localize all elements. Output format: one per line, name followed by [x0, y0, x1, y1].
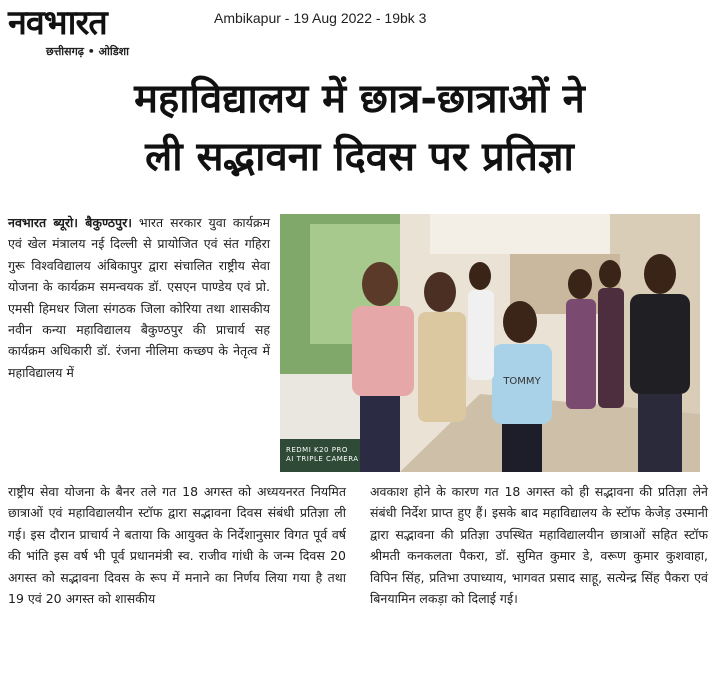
- article-column-left: [8, 212, 270, 383]
- camera-watermark: [286, 446, 359, 464]
- dateline: Ambikapur - 19 Aug 2022 - 19bk 3: [214, 10, 427, 26]
- article-column-bottom-left: राष्ट्रीय सेवा योजना के बैनर तले गत 18 अगस्त को अध्ययनरत नियमित छात्राओं एवं महाविद्यालयीन स्टॉफ द्वारा सद्भावना दिवस संबंधी प्रतिज्ञा ली गई। इस दौरान प्राचार्य ने बताया कि आयुक्त के निर्देशानुसार विगत पूर्व वर्ष की भांति इस वर्ष भी पूर्व प्रधानमंत्री स्व. राजीव गांधी के जन्म दिवस 20 अगस्त को सद्भावना दिवस के रूप में मनाने का निर्णय लिया गया है तथा 19 एवं 20 अगस्त को शासकीय: [8, 484, 346, 607]
- watermark-line-2: AI TRIPLE CAMERA: [286, 455, 359, 463]
- article-text-left: भारत सरकार युवा कार्यक्रम एवं खेल मंत्रालय नई दिल्ली से प्रायोजित एवं संत गहिरा गुरू विश्वविद्यालय अंबिकापुर द्वारा संचालित राष्ट्रीय सेवा योजना के कार्यक्रम समन्वयक डॉ. एसएन पाण्डेय एवं प्रो. एमसी हिमधर जिला संगठक जिला कोरिया तथा शासकीय नवीन कन्या महाविद्यालय बैकुण्ठपुर की प्राचार्य सह कार्यक्रम अधिकारी डॉ. रंजना नीलिमा कच्छप के नेतृत्व में महाविद्यालय में: [8, 215, 270, 380]
- news-photo: [280, 214, 700, 472]
- article-byline: नवभारत ब्यूरो। बैकुण्ठपुर।: [8, 215, 132, 230]
- headline: [0, 70, 719, 186]
- shirt-print-text: TOMMY: [503, 376, 541, 387]
- headline-line-1: महाविद्यालय में छात्र-छात्राओं ने: [134, 76, 585, 122]
- students-taking-pledge-image: [280, 214, 700, 472]
- headline-line-2: ली सद्भावना दिवस पर प्रतिज्ञा: [145, 134, 574, 180]
- article-column-bottom-right: अवकाश होने के कारण गत 18 अगस्त को ही सद्भावना की प्रतिज्ञा लेने संबंधी निर्देश प्राप्त हुए हैं। इसके बाद महाविद्यालय के स्टॉफ केजेड़ उस्मानी द्वारा सद्भावना की प्रतिज्ञा उपस्थित महाविद्यालयीन छात्राओं सहित स्टॉफ श्रीमती कनकलता पैकरा, डॉ. सुमित कुमार डे, वरूण कुमार कुशवाहा, विपिन सिंह, प्रतिभा उपाध्याय, भागवत प्रसाद साहू, सत्येन्द्र सिंह पैकरा एवं बिनयामिन लकड़ा को दिलाई गई।: [370, 484, 708, 607]
- newspaper-masthead: [8, 4, 200, 60]
- watermark-line-1: REDMI K20 PRO: [286, 446, 348, 454]
- edition-regions: छत्तीसगढ़ • ओडिशा: [46, 45, 129, 58]
- newspaper-logo: नवभारत: [8, 3, 107, 43]
